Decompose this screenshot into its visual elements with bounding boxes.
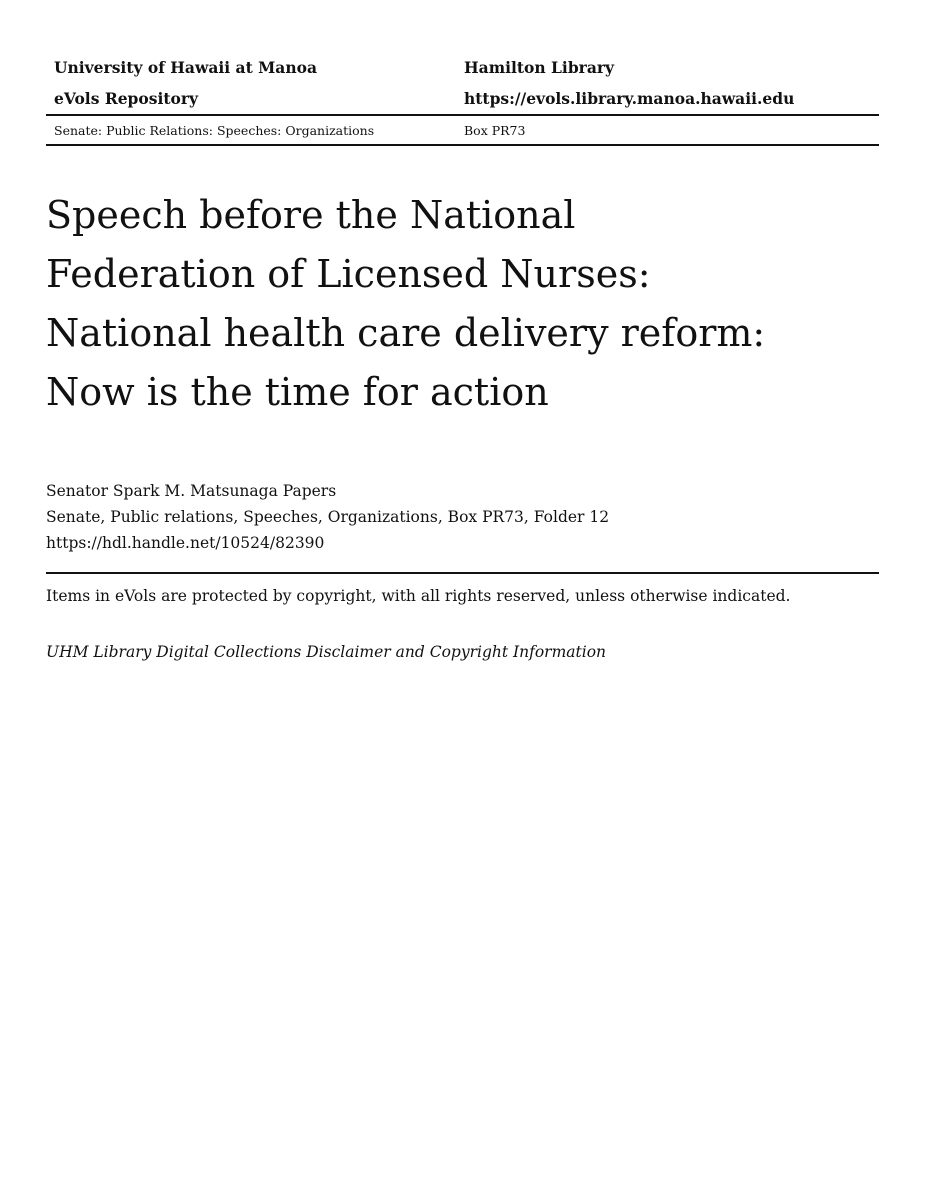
header-row-institution: [46, 52, 879, 83]
header-divider-bottom: [46, 144, 879, 146]
repository-name: eVols Repository: [54, 89, 199, 108]
title-line: Federation of Licensed Nurses:: [46, 252, 651, 296]
metadata-divider: [46, 572, 879, 574]
document-metadata: [46, 478, 609, 556]
collection-name: Senator Spark M. Matsunaga Papers: [46, 482, 337, 500]
handle-link[interactable]: https://hdl.handle.net/10524/82390: [46, 534, 325, 552]
library-name: Hamilton Library: [464, 58, 615, 77]
header-row-collection: [46, 116, 879, 144]
disclaimer-link[interactable]: UHM Library Digital Collections Disclaimer and Copyright Information: [46, 643, 607, 661]
title-line: Speech before the National: [46, 193, 576, 237]
header-row-repository: [46, 83, 879, 114]
document-title: [46, 186, 879, 422]
collection-path: Senate: Public Relations: Speeches: Organizations: [54, 122, 375, 138]
box-label: Box PR73: [464, 122, 526, 138]
folder-location: Senate, Public relations, Speeches, Organizations, Box PR73, Folder 12: [46, 508, 610, 526]
institution-name: University of Hawaii at Manoa: [54, 58, 317, 77]
repository-url: https://evols.library.manoa.hawaii.edu: [464, 89, 795, 108]
copyright-notice: Items in eVols are protected by copyright, with all rights reserved, unless otherwise indicated.: [46, 587, 791, 605]
title-line: Now is the time for action: [46, 370, 549, 414]
document-header: [46, 52, 879, 146]
title-line: National health care delivery reform:: [46, 311, 766, 355]
